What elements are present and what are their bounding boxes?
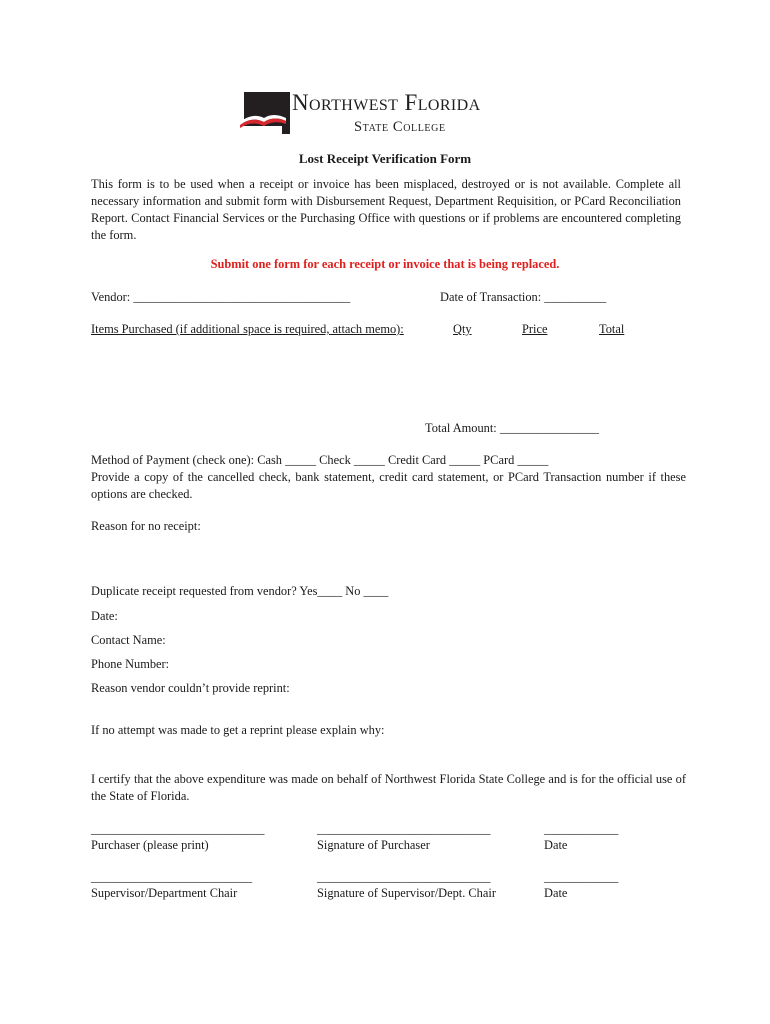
duplicate-receipt-question[interactable]: Duplicate receipt requested from vendor? Yes____ No ____ (91, 584, 389, 598)
submit-notice: Submit one form for each receipt or invoice that is being replaced. (210, 257, 560, 271)
reason-vendor-label: Reason vendor couldn’t provide reprint: (91, 681, 290, 695)
payment-method-note: Provide a copy of the cancelled check, bank statement, credit card statement, or PCard Transaction number if these options are checked. (91, 470, 686, 501)
college-logo (238, 92, 538, 142)
intro-paragraph: This form is to be used when a receipt or invoice has been misplaced, destroyed or is not available. Complete all necessary information and submit form with Disbursement Request, Department Requisition, or PCard Reconciliation Report. Contact Financial Services or the Purchasing Office with questions or if problems are encountered completing the form. (91, 177, 681, 242)
certification-statement: I certify that the above expenditure was made on behalf of Northwest Florida State College and is for the official use of the State of Florida. (91, 772, 686, 803)
supervisor-date-line[interactable]: ____________ (544, 870, 619, 884)
purchaser-name-line[interactable]: ____________________________ (91, 822, 265, 836)
total-amount-field[interactable]: Total Amount: ________________ (425, 421, 599, 435)
form-title: Lost Receipt Verification Form (298, 151, 472, 166)
college-logo-mark-icon (238, 92, 294, 140)
contact-name-label: Contact Name: (91, 633, 166, 647)
supervisor-signature-label: Signature of Supervisor/Dept. Chair (317, 886, 496, 900)
date-of-transaction-field[interactable]: Date of Transaction: __________ (440, 290, 607, 304)
phone-number-label: Phone Number: (91, 657, 170, 671)
purchaser-signature-line[interactable]: ____________________________ (317, 822, 491, 836)
college-subname: State College (354, 119, 446, 135)
purchaser-name-label: Purchaser (please print) (91, 838, 209, 852)
qty-header: Qty (453, 322, 472, 336)
total-header: Total (599, 322, 625, 336)
no-attempt-label: If no attempt was made to get a reprint please explain why: (91, 723, 385, 737)
purchaser-date-line[interactable]: ____________ (544, 822, 619, 836)
supervisor-date-label: Date (544, 886, 568, 900)
purchaser-date-label: Date (544, 838, 568, 852)
date-label: Date: (91, 609, 118, 623)
supervisor-name-line[interactable]: __________________________ (91, 870, 253, 884)
price-header: Price (522, 322, 548, 336)
purchaser-signature-label: Signature of Purchaser (317, 838, 430, 852)
supervisor-signature-line[interactable]: ____________________________ (317, 870, 491, 884)
supervisor-name-label: Supervisor/Department Chair (91, 886, 238, 900)
reason-no-receipt-label: Reason for no receipt: (91, 519, 201, 533)
items-purchased-header: Items Purchased (if additional space is required, attach memo): (91, 322, 404, 336)
payment-method-line[interactable]: Method of Payment (check one): Cash _____ Check _____ Credit Card _____ PCard _____ (91, 453, 549, 467)
vendor-field[interactable]: Vendor: ___________________________________ (91, 290, 351, 304)
college-name: Northwest Florida (292, 90, 481, 115)
